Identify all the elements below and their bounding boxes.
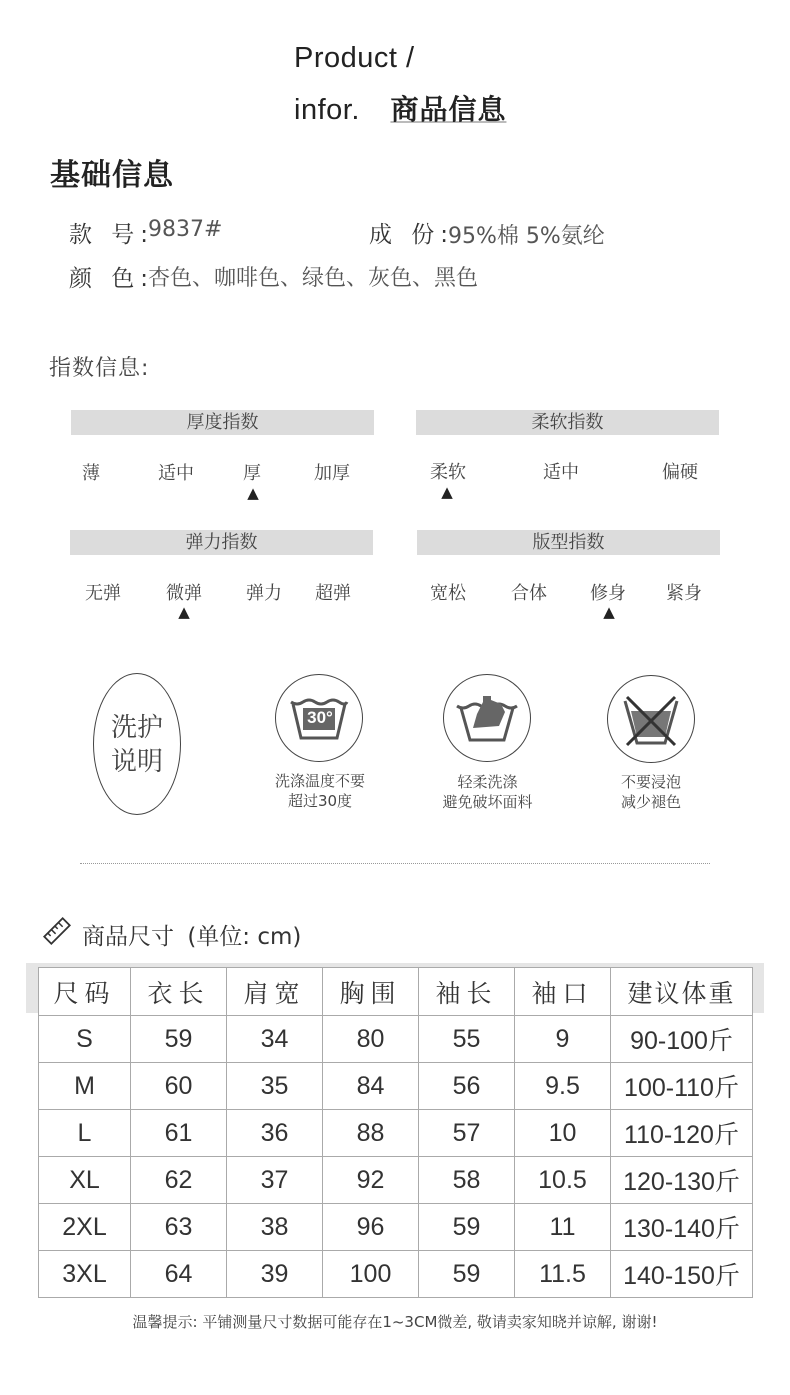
table-cell: M bbox=[39, 1063, 131, 1110]
table-cell: 58 bbox=[419, 1157, 515, 1204]
table-cell: 9 bbox=[515, 1016, 611, 1063]
table-cell: 34 bbox=[227, 1016, 323, 1063]
header-subtitle-en: infor. bbox=[294, 94, 360, 126]
softness-option: 柔软 bbox=[430, 462, 466, 483]
no-soak-icon bbox=[607, 675, 695, 763]
table-cell: 56 bbox=[419, 1063, 515, 1110]
table-header-row bbox=[39, 968, 753, 1016]
wash-temp-badge: 30° bbox=[307, 708, 333, 727]
care-text-line2: 减少褪色 bbox=[620, 793, 681, 811]
color-value: 杏色、咖啡色、绿色、灰色、黑色 bbox=[148, 266, 479, 291]
table-cell: 59 bbox=[419, 1251, 515, 1298]
table-cell: 59 bbox=[131, 1016, 227, 1063]
table-row bbox=[39, 1016, 753, 1063]
table-cell: S bbox=[39, 1016, 131, 1063]
table-cell: 60 bbox=[131, 1063, 227, 1110]
column-header: 衣长 bbox=[131, 968, 227, 1016]
table-cell: 64 bbox=[131, 1251, 227, 1298]
fit-index-bar: 版型指数 bbox=[417, 530, 720, 555]
elasticity-index-bar: 弹力指数 bbox=[70, 530, 373, 555]
softness-index-bar: 柔软指数 bbox=[416, 410, 719, 435]
fit-option: 宽松 bbox=[430, 583, 466, 604]
hand-wash-icon bbox=[443, 674, 531, 762]
fit-option: 合体 bbox=[511, 583, 547, 604]
table-cell: 11 bbox=[515, 1204, 611, 1251]
care-text-line1: 轻柔洗涤 bbox=[457, 773, 518, 791]
table-cell: 57 bbox=[419, 1110, 515, 1157]
column-header: 袖口 bbox=[515, 968, 611, 1016]
table-cell: 120-130斤 bbox=[611, 1157, 753, 1204]
fit-selected-marker: ▲ bbox=[603, 603, 615, 621]
table-cell: 61 bbox=[131, 1110, 227, 1157]
elasticity-selected-marker: ▲ bbox=[178, 603, 190, 621]
elasticity-option: 无弹 bbox=[85, 583, 121, 604]
care-label-line2: 说明 bbox=[110, 747, 163, 777]
table-cell: 80 bbox=[323, 1016, 419, 1063]
size-title: 商品尺寸 bbox=[82, 924, 174, 950]
care-text-line2: 避免破坏面料 bbox=[442, 793, 533, 811]
table-cell: 37 bbox=[227, 1157, 323, 1204]
table-cell: 92 bbox=[323, 1157, 419, 1204]
size-table bbox=[38, 967, 753, 1298]
softness-option: 适中 bbox=[543, 462, 579, 483]
fit-option: 紧身 bbox=[666, 583, 702, 604]
table-cell: 100-110斤 bbox=[611, 1063, 753, 1110]
table-cell: 100 bbox=[323, 1251, 419, 1298]
thickness-selected-marker: ▲ bbox=[247, 484, 259, 502]
table-cell: 84 bbox=[323, 1063, 419, 1110]
elasticity-option: 超弹 bbox=[315, 583, 351, 604]
header-subtitle-cn: 商品信息 bbox=[390, 94, 507, 125]
thickness-option: 薄 bbox=[82, 463, 100, 484]
index-info-title: 指数信息: bbox=[49, 356, 150, 381]
care-label-line1: 洗护 bbox=[110, 713, 163, 743]
table-cell: 10 bbox=[515, 1110, 611, 1157]
sku-label: 款 号: bbox=[69, 222, 155, 248]
thickness-option: 适中 bbox=[158, 463, 194, 484]
column-header: 胸围 bbox=[323, 968, 419, 1016]
header-subtitle bbox=[294, 88, 506, 128]
table-cell: 63 bbox=[131, 1204, 227, 1251]
elasticity-option: 弹力 bbox=[246, 583, 282, 604]
table-cell: 140-150斤 bbox=[611, 1251, 753, 1298]
material-label: 成 份: bbox=[369, 222, 455, 248]
color-label: 颜 色: bbox=[69, 266, 155, 292]
table-cell: 90-100斤 bbox=[611, 1016, 753, 1063]
table-cell: 62 bbox=[131, 1157, 227, 1204]
size-note: 温馨提示: 平铺测量尺寸数据可能存在1~3CM微差, 敬请卖家知晓并谅解, 谢谢! bbox=[132, 1313, 658, 1331]
elasticity-option: 微弹 bbox=[166, 583, 202, 604]
table-cell: 11.5 bbox=[515, 1251, 611, 1298]
care-text-line2: 超过30度 bbox=[287, 792, 353, 810]
table-cell: 55 bbox=[419, 1016, 515, 1063]
thickness-index-bar: 厚度指数 bbox=[71, 410, 374, 435]
table-cell: L bbox=[39, 1110, 131, 1157]
table-cell: 10.5 bbox=[515, 1157, 611, 1204]
table-cell: 88 bbox=[323, 1110, 419, 1157]
table-cell: 130-140斤 bbox=[611, 1204, 753, 1251]
table-cell: 3XL bbox=[39, 1251, 131, 1298]
material-value: 95%棉 5%氨纶 bbox=[448, 224, 605, 249]
thickness-option: 厚 bbox=[243, 463, 261, 484]
fit-option: 修身 bbox=[590, 583, 626, 604]
basic-info-title: 基础信息 bbox=[50, 158, 174, 193]
section-divider bbox=[80, 863, 710, 864]
table-row bbox=[39, 1251, 753, 1298]
table-cell: 35 bbox=[227, 1063, 323, 1110]
table-cell: 110-120斤 bbox=[611, 1110, 753, 1157]
care-text-line1: 不要浸泡 bbox=[620, 773, 681, 791]
column-header: 肩宽 bbox=[227, 968, 323, 1016]
ruler-icon bbox=[42, 916, 72, 946]
table-cell: 36 bbox=[227, 1110, 323, 1157]
care-text-line1: 洗涤温度不要 bbox=[274, 772, 365, 790]
table-cell: 39 bbox=[227, 1251, 323, 1298]
table-cell: 38 bbox=[227, 1204, 323, 1251]
table-row bbox=[39, 1157, 753, 1204]
sku-value: 9837# bbox=[148, 217, 223, 242]
thickness-option: 加厚 bbox=[314, 463, 350, 484]
table-row bbox=[39, 1110, 753, 1157]
column-header: 建议体重 bbox=[611, 968, 753, 1016]
softness-selected-marker: ▲ bbox=[441, 483, 453, 501]
header-title-en: Product / bbox=[294, 42, 415, 74]
table-cell: 59 bbox=[419, 1204, 515, 1251]
table-cell: 9.5 bbox=[515, 1063, 611, 1110]
table-row bbox=[39, 1063, 753, 1110]
table-cell: XL bbox=[39, 1157, 131, 1204]
column-header: 袖长 bbox=[419, 968, 515, 1016]
table-row bbox=[39, 1204, 753, 1251]
softness-option: 偏硬 bbox=[662, 462, 698, 483]
wash-30-icon bbox=[275, 674, 363, 762]
table-cell: 2XL bbox=[39, 1204, 131, 1251]
table-cell: 96 bbox=[323, 1204, 419, 1251]
size-unit: (单位: cm) bbox=[187, 924, 302, 950]
size-section-title bbox=[82, 918, 301, 951]
column-header: 尺码 bbox=[39, 968, 131, 1016]
